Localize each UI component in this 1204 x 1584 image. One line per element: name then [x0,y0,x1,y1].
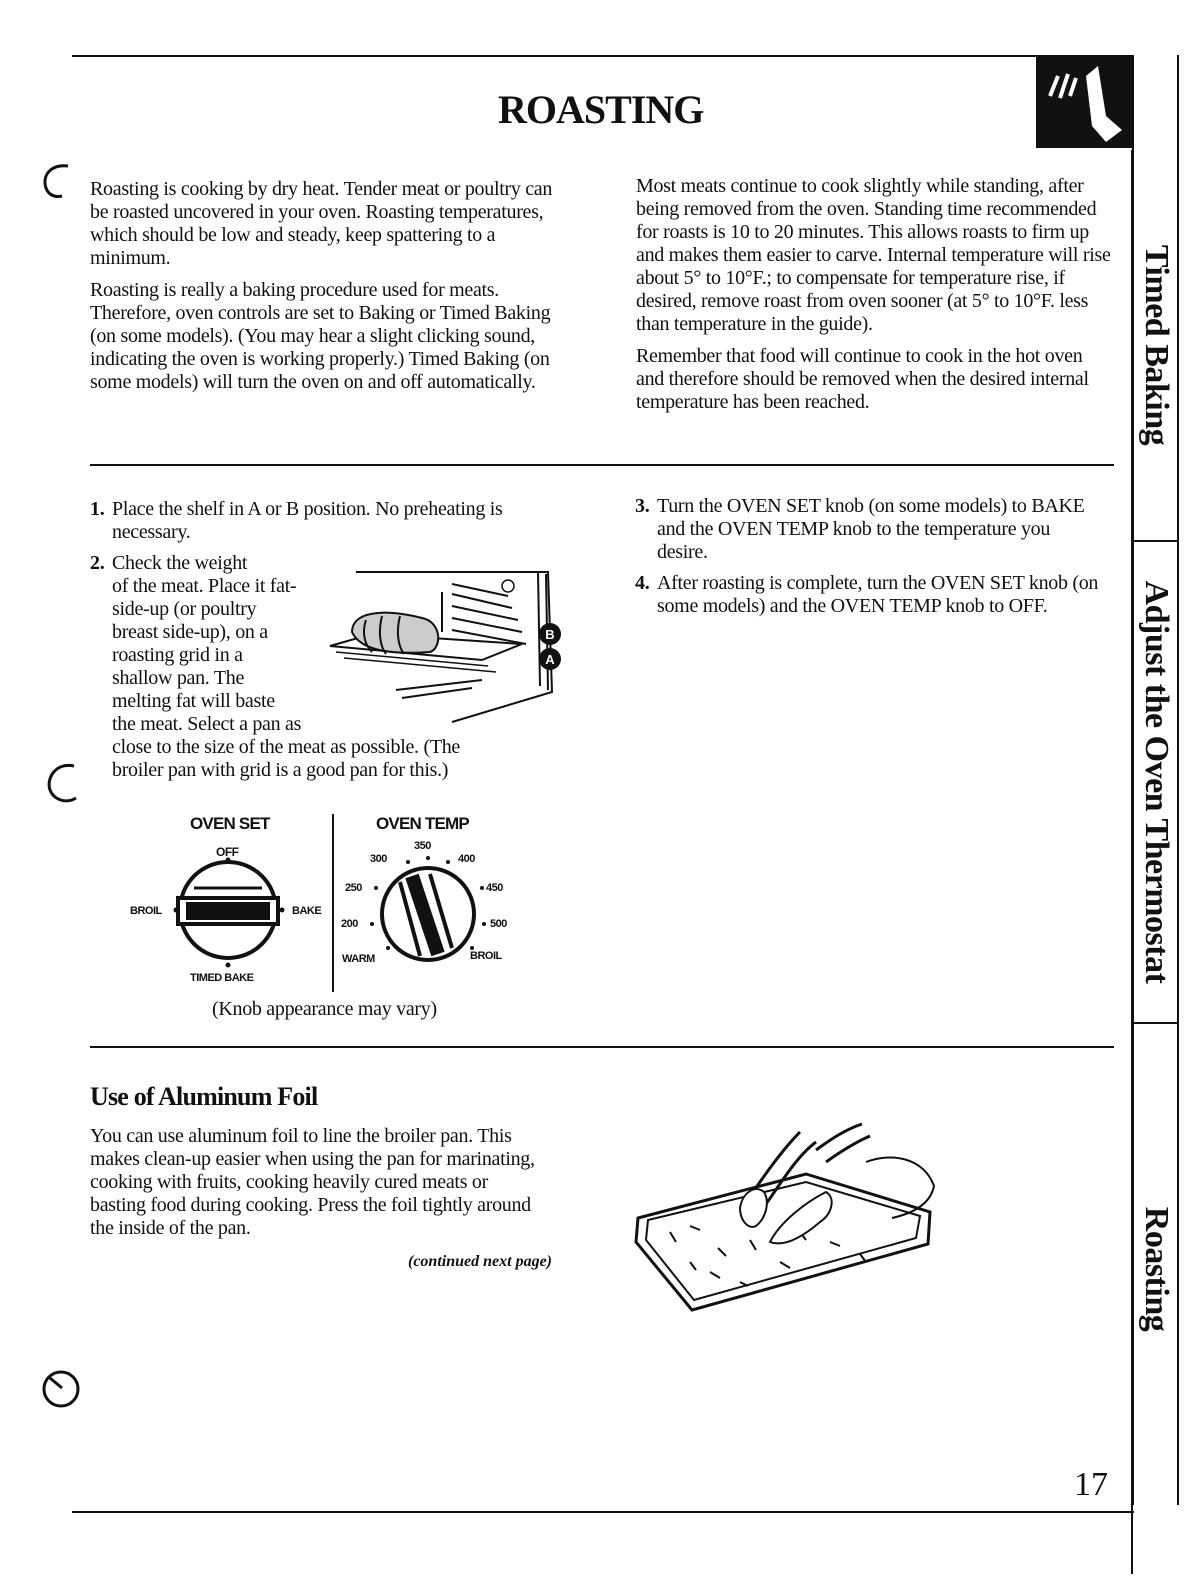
foil-pan-illustration [630,1122,950,1318]
shelf-label-b: B [545,627,555,642]
top-rule [72,55,1134,57]
oven-set-off-label: OFF [216,845,239,859]
step-text: Turn the OVEN SET knob (on some models) to BAKE and the OVEN TEMP knob to the temperature you desire. [657,495,1085,563]
binder-hole-mark [44,760,80,806]
intro-paragraph: Most meats continue to cook slightly while standing, after being removed from the oven. Standing time recommended for roasts is 10 to 20 minutes. This allows roasts to firm up and makes them easier to carve. Internal temperature will rise about 5° to 10°F.; to compensate for temperature rise, if desired, remove roast from oven sooner (at 5° to 10°F. less than temperature in the guide). [636,175,1111,335]
shelf-label-a: A [545,652,555,667]
foil-heading: Use of Aluminum Foil [90,1082,318,1111]
binder-hole-mark [40,162,74,202]
step-line: side-up (or poultry [112,598,257,620]
temp-mark-200: 200 [341,918,358,930]
step-line: Check the weight [112,552,248,574]
step-4 [635,572,1115,618]
tab-timed-baking[interactable] [1131,150,1179,542]
oven-set-bake-label: BAKE [292,905,322,917]
continued-note: (continued next page) [408,1253,552,1270]
temp-mark-450: 450 [486,882,503,894]
step-line: close to the size of the meat as possible. (The [112,736,461,758]
step-line: breast side-up), on a [112,621,268,643]
step-line: shallow pan. The [112,667,245,689]
section-divider [90,1046,1114,1048]
oven-set-broil-label: BROIL [130,905,162,917]
tab-adjust-thermostat[interactable] [1131,542,1179,1024]
intro-paragraph: Roasting is really a baking procedure used for meats. Therefore, oven controls are set to Baking or Timed Baking (on some models). (You may hear a slight clicking sound, indicating the oven is working properly.) Timed Baking (on some models) will turn the oven on and off automatically. [90,279,551,393]
oven-roast-illustration [312,562,568,724]
step-line: the meat. Select a pan as [112,713,302,735]
intro-paragraph: Remember that food will continue to cook in the hot oven and therefore should be removed when the desired internal temperature has been reached. [636,345,1089,413]
oven-temp-title: OVEN TEMP [376,814,469,833]
step-number: 3. [635,495,650,517]
tab-label: Roasting [1138,1206,1175,1332]
oven-hand-icon [1036,56,1132,148]
temp-mark-warm: WARM [342,953,375,965]
temp-mark-250: 250 [345,882,362,894]
tab-label: Adjust the Oven Thermostat [1138,580,1175,984]
page-number: 17 [1074,1466,1108,1503]
intro-right [636,175,1114,423]
step-line: melting fat will baste [112,690,275,712]
step-number: 1. [90,498,105,520]
step-line: of the meat. Place it fat- [112,575,297,597]
knob-caption: (Knob appearance may vary) [212,998,437,1020]
oven-set-timed-bake-label: TIMED BAKE [190,972,254,984]
intro-paragraph: Roasting is cooking by dry heat. Tender meat or poultry can be roasted uncovered in your oven. Roasting temperatures, which should be low and steady, keep spattering to a minimum. [90,178,553,269]
tab-roasting[interactable] [1131,1024,1179,1574]
step-number: 2. [90,552,105,574]
temp-mark-broil: BROIL [470,950,502,962]
knob-divider [332,814,334,992]
step-text: Place the shelf in A or B position. No preheating is necessary. [112,498,503,543]
step-number: 4. [635,572,650,594]
tab-label: Timed Baking [1138,244,1175,446]
bottom-rule [72,1511,1134,1513]
binder-hole-mark [40,1368,82,1410]
intro-left [90,178,560,403]
temp-mark-350: 350 [414,840,431,852]
section-divider [90,464,1114,466]
step-1 [90,498,550,544]
step-line: roasting grid in a [112,644,243,666]
page-title: ROASTING [498,87,704,132]
step-line: broiler pan with grid is a good pan for this.) [112,759,449,781]
oven-set-title: OVEN SET [190,814,270,833]
temp-mark-300: 300 [370,853,387,865]
foil-text: You can use aluminum foil to line the broiler pan. This makes clean-up easier when using the pan for marinating, cooking with fruits, cooking heavily cured meats or basting food during cooking. Press the foil tightly around the inside of the pan. [90,1125,535,1239]
temp-mark-400: 400 [458,853,475,865]
step-text: After roasting is complete, turn the OVEN SET knob (on some models) and the OVEN TEMP knob to OFF. [657,572,1099,617]
temp-mark-500: 500 [490,918,507,930]
step-3 [635,495,1105,564]
